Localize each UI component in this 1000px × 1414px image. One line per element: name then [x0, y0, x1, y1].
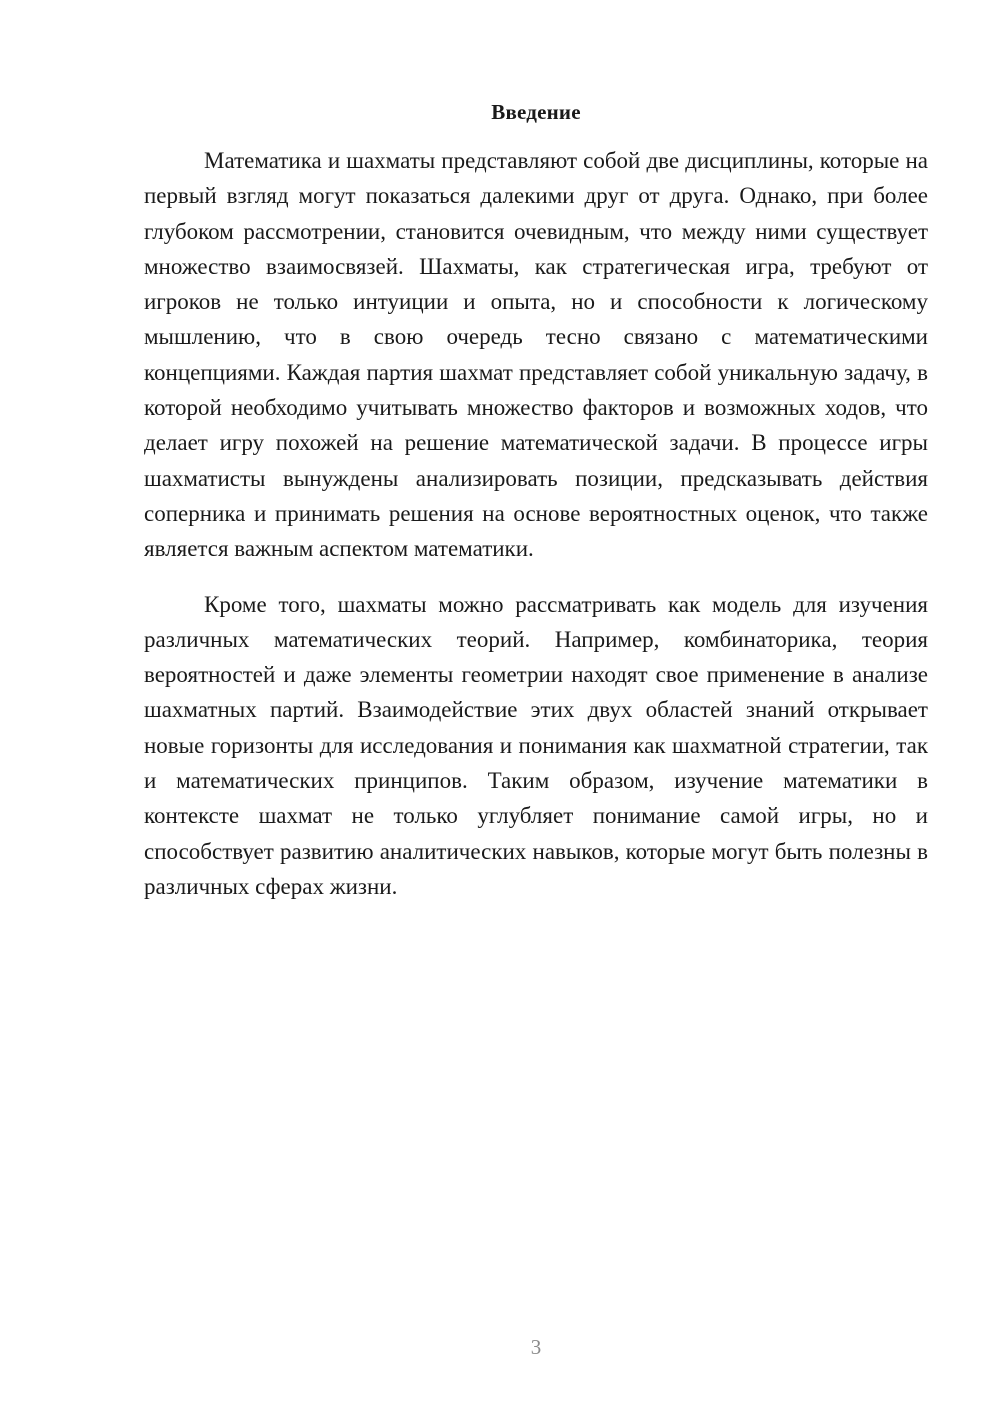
paragraph-1: Математика и шахматы представляют собой две дисциплины, которые на первый взгляд могут показаться далекими друг от друга. Однако, при более глубоком рассмотрении, становится очевидным, что между ними существует множество взаимосвязей. Шахматы, как стратегическая игра, требуют от игроков не только интуиции и опыта, но и способности к логическому мышлению, что в свою очередь тесно связано с математическими концепциями. Каждая партия шахмат представляет собой уникальную задачу, в которой необходимо учитывать множество факторов и возможных ходов, что делает игру похожей на решение математической задачи. В процессе игры шахматисты вынуждены анализировать позиции, предсказывать действия соперника и принимать решения на основе вероятностных оценок, что также является важным аспектом математики. [144, 148, 928, 562]
body-text [144, 143, 928, 904]
page-number: 3 [530, 1335, 542, 1359]
section-heading: Введение [491, 100, 581, 124]
paragraph-2: Кроме того, шахматы можно рассматривать как модель для изучения различных математических теорий. Например, комбинаторика, теория вероятностей и даже элементы геометрии находят свое применение в анализе шахматных партий. Взаимодействие этих двух областей знаний открывает новые горизонты для исследования и понимания как шахматной стратегии, так и математических принципов. Таким образом, изучение математики в контексте шахмат не только углубляет понимание самой игры, но и способствует развитию аналитических навыков, которые могут быть полезны в различных сферах жизни. [144, 591, 928, 899]
